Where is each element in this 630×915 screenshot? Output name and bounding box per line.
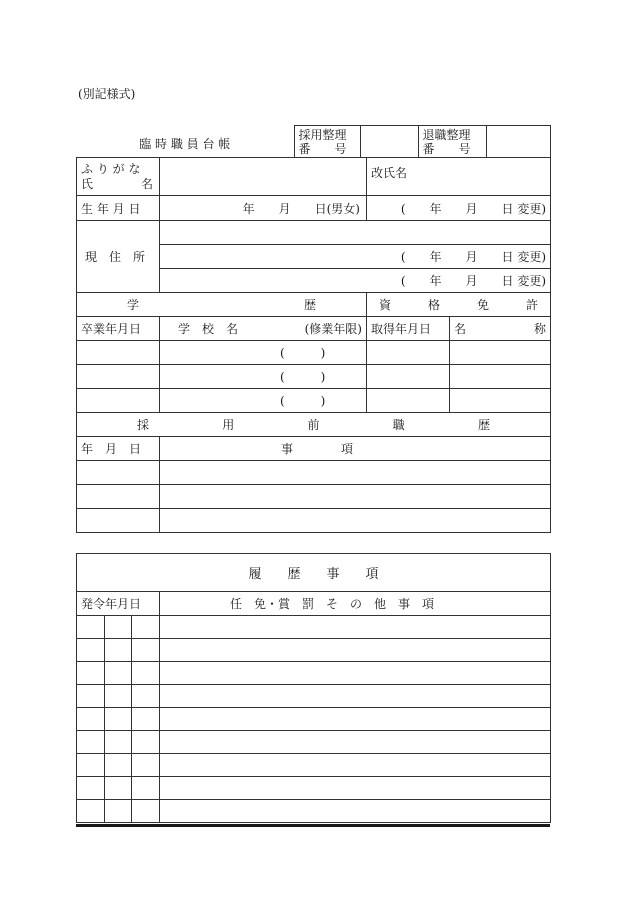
acquired-date-field[interactable] <box>367 341 450 365</box>
col-school-years: (修業年限) <box>304 322 362 336</box>
ledger-title: 臨 時 職 員 台 帳 <box>76 126 294 158</box>
hire-number-label <box>294 126 360 158</box>
grad-date-field[interactable] <box>77 341 160 365</box>
history-item-field[interactable] <box>160 754 551 777</box>
ledger-header <box>76 125 551 158</box>
history-year-field[interactable] <box>77 639 105 662</box>
history-item-field[interactable] <box>160 777 551 800</box>
history-year-field[interactable] <box>77 662 105 685</box>
history-year-field[interactable] <box>77 685 105 708</box>
history-day-field[interactable] <box>132 708 160 731</box>
career-header-char-3: 前 <box>307 418 320 432</box>
license-header-char-1: 資 <box>379 298 392 312</box>
career-date-field[interactable] <box>77 509 160 533</box>
license-header-char-3: 免 <box>477 298 490 312</box>
col-school-name: 学 校 名 <box>178 322 239 336</box>
rename-label: 改氏名 <box>371 166 408 180</box>
history-year-field[interactable] <box>77 800 105 823</box>
education-header <box>77 293 367 317</box>
history-month-field[interactable] <box>105 685 132 708</box>
grad-date-field[interactable] <box>77 389 160 413</box>
license-name-field[interactable] <box>450 341 551 365</box>
history-year-field[interactable] <box>77 754 105 777</box>
birth-label: 生 年 月 日 <box>77 196 160 221</box>
history-month-field[interactable] <box>105 800 132 823</box>
history-year-field[interactable] <box>77 731 105 754</box>
hire-number-label-line1: 採用整理 <box>298 127 347 142</box>
form-designation: (別記様式) <box>78 87 136 101</box>
address-change-2: ( 年 月 日 変更) <box>400 250 547 264</box>
history-item-field[interactable] <box>160 662 551 685</box>
grad-date-field[interactable] <box>77 365 160 389</box>
history-month-field[interactable] <box>105 662 132 685</box>
history-item-field[interactable] <box>160 731 551 754</box>
acquired-date-field[interactable] <box>367 365 450 389</box>
school-field[interactable] <box>160 341 367 365</box>
personal-record-table <box>76 157 551 533</box>
bottom-rule <box>76 824 550 827</box>
acquired-date-field[interactable] <box>367 389 450 413</box>
license-header <box>367 293 551 317</box>
history-item-field[interactable] <box>160 800 551 823</box>
career-date-field[interactable] <box>77 461 160 485</box>
license-header-char-2: 格 <box>428 298 441 312</box>
history-month-field[interactable] <box>105 754 132 777</box>
career-item-field[interactable] <box>160 461 551 485</box>
history-day-field[interactable] <box>132 731 160 754</box>
education-header-char-2: 歴 <box>303 298 316 312</box>
col-acquired-date: 取得年月日 <box>367 317 450 341</box>
history-header: 履 歴 事 項 <box>77 554 551 592</box>
license-header-char-4: 許 <box>526 298 539 312</box>
history-day-field[interactable] <box>132 754 160 777</box>
col-license-name <box>450 317 551 341</box>
years-paren: ( ) <box>280 346 326 360</box>
career-item-field[interactable] <box>160 509 551 533</box>
address-label: 現 住 所 <box>77 221 160 293</box>
history-day-field[interactable] <box>132 800 160 823</box>
years-paren: ( ) <box>280 370 326 384</box>
career-header-char-1: 採 <box>137 418 150 432</box>
school-field[interactable] <box>160 389 367 413</box>
career-col-date: 年 月 日 <box>77 437 160 461</box>
education-header-char-1: 学 <box>127 298 140 312</box>
history-day-field[interactable] <box>132 685 160 708</box>
col-school <box>160 317 367 341</box>
birth-change-field[interactable]: ( 年 月 日 変更) <box>367 196 551 221</box>
name-label: 氏 名 <box>81 176 154 191</box>
history-month-field[interactable] <box>105 639 132 662</box>
history-day-field[interactable] <box>132 616 160 639</box>
history-item-field[interactable] <box>160 639 551 662</box>
career-col-item: 事 項 <box>160 437 551 461</box>
career-header-char-4: 職 <box>392 418 405 432</box>
address-field-2[interactable] <box>160 245 551 269</box>
history-col-date: 発令年月日 <box>77 592 160 616</box>
retire-number-field[interactable] <box>486 126 550 158</box>
col-graduation-date: 卒業年月日 <box>77 317 160 341</box>
rename-cell[interactable] <box>367 158 551 196</box>
history-day-field[interactable] <box>132 662 160 685</box>
history-month-field[interactable] <box>105 731 132 754</box>
address-change-3: ( 年 月 日 変更) <box>400 274 547 288</box>
col-license-name-char-1: 名 <box>454 322 467 336</box>
career-date-field[interactable] <box>77 485 160 509</box>
career-header <box>77 413 551 437</box>
career-header-char-5: 歴 <box>478 418 491 432</box>
history-table <box>76 553 551 823</box>
col-license-name-char-2: 称 <box>534 322 547 336</box>
name-label-cell <box>77 158 160 196</box>
years-paren: ( ) <box>280 394 326 408</box>
history-item-field[interactable] <box>160 708 551 731</box>
address-field-1[interactable] <box>160 221 551 245</box>
career-item-field[interactable] <box>160 485 551 509</box>
retire-number-label-line2: 番 号 <box>422 141 471 156</box>
address-field-3[interactable] <box>160 269 551 293</box>
hire-number-field[interactable] <box>360 126 418 158</box>
career-header-char-2: 用 <box>222 418 235 432</box>
retire-number-label-line1: 退職整理 <box>422 127 471 142</box>
name-field[interactable] <box>160 158 367 196</box>
school-field[interactable] <box>160 365 367 389</box>
history-col-item: 任 免・賞 罰 そ の 他 事 項 <box>160 592 551 616</box>
hire-number-label-line2: 番 号 <box>298 141 347 156</box>
history-year-field[interactable] <box>77 708 105 731</box>
history-month-field[interactable] <box>105 777 132 800</box>
birth-date-field[interactable]: 年 月 日(男女) <box>160 196 367 221</box>
history-item-field[interactable] <box>160 685 551 708</box>
history-month-field[interactable] <box>105 708 132 731</box>
history-day-field[interactable] <box>132 639 160 662</box>
history-year-field[interactable] <box>77 777 105 800</box>
history-day-field[interactable] <box>132 777 160 800</box>
history-month-field[interactable] <box>105 616 132 639</box>
license-name-field[interactable] <box>450 365 551 389</box>
history-year-field[interactable] <box>77 616 105 639</box>
history-item-field[interactable] <box>160 616 551 639</box>
retire-number-label <box>418 126 486 158</box>
furigana-label: ふ り が な <box>81 161 141 176</box>
license-name-field[interactable] <box>450 389 551 413</box>
